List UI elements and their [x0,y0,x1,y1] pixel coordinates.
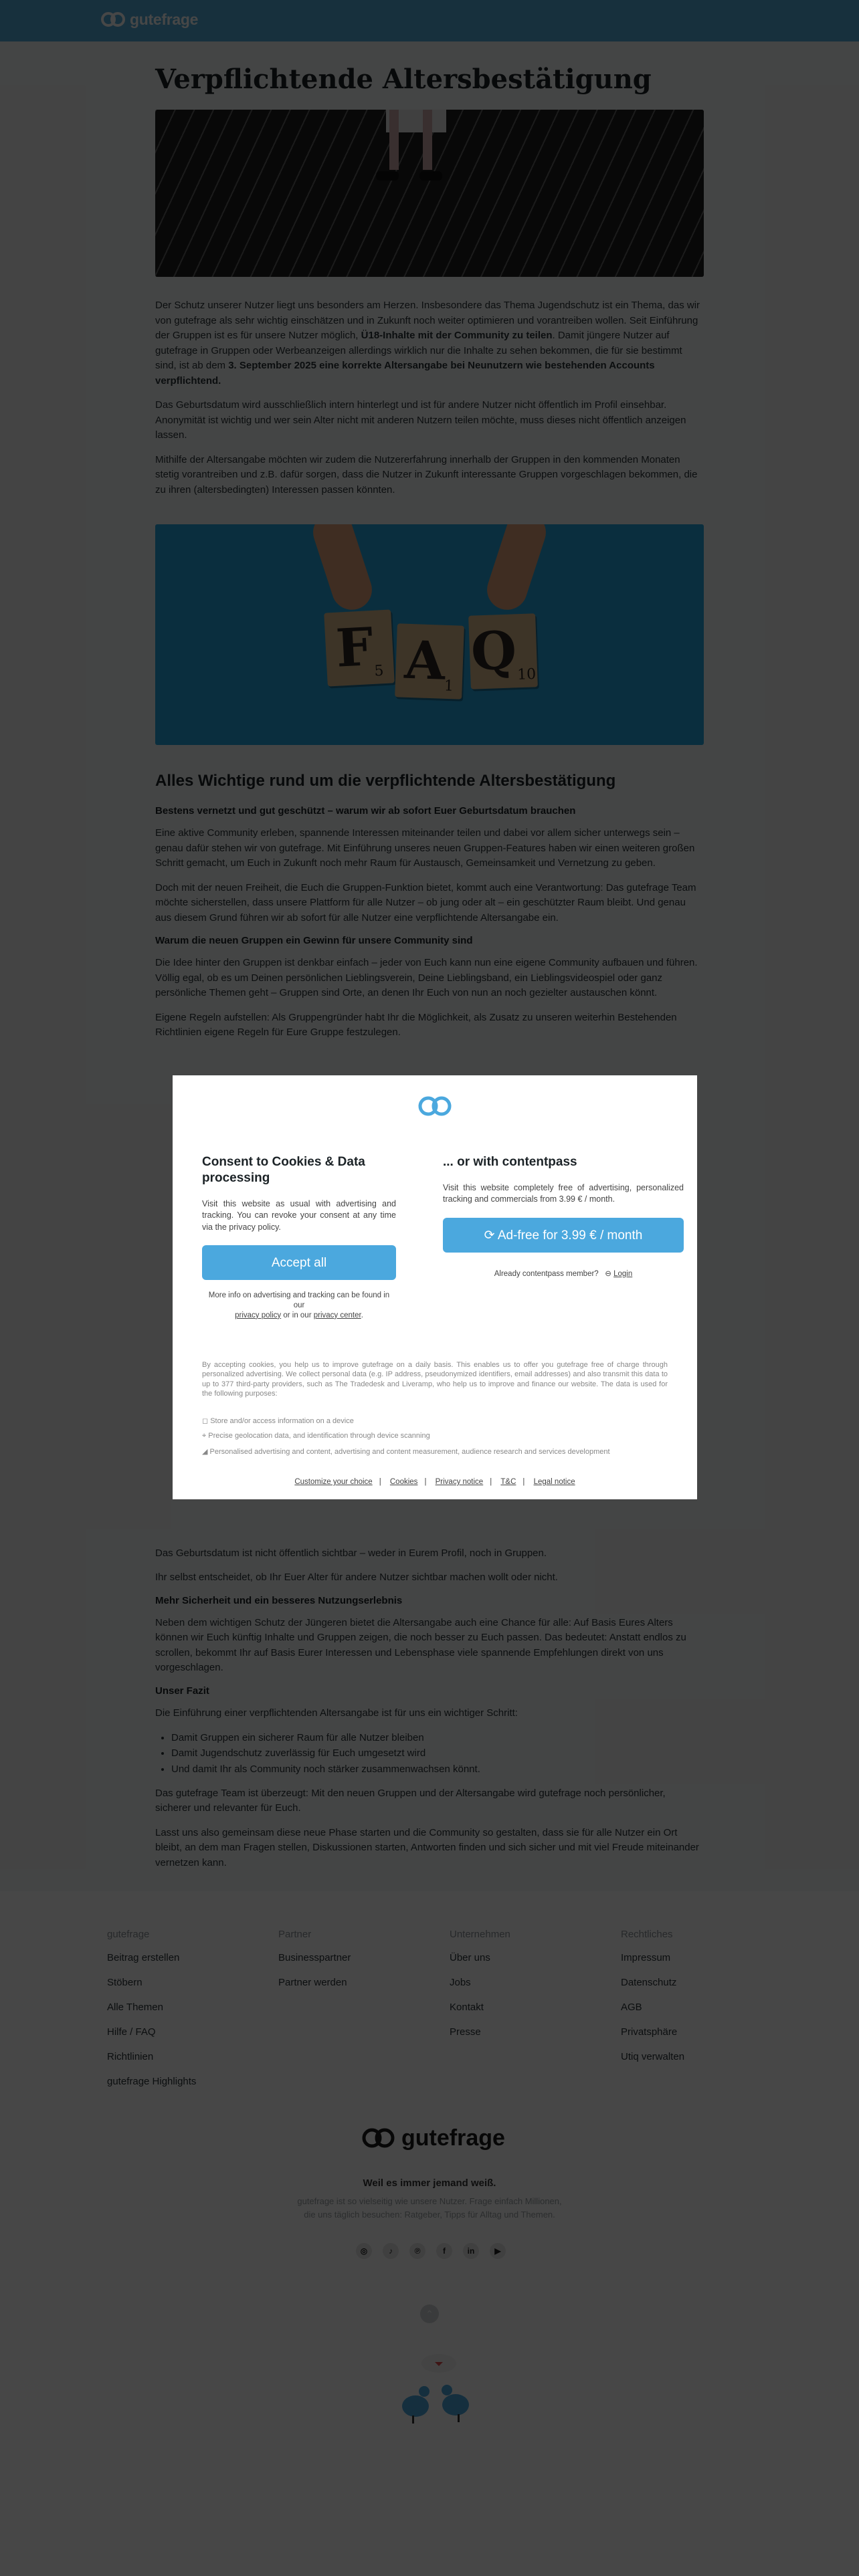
contentpass-icon: ⟳ [484,1228,498,1243]
legal-notice-link[interactable]: Legal notice [533,1478,575,1486]
more-info-text: More info on advertising and tracking can be found in our privacy policy or in our privacy center. [208,1291,390,1319]
contentpass-text: Visit this website completely free of advertising, personalized tracking and commercials from 3.99 € / month. [443,1182,684,1204]
consent-purposes [202,1416,668,1463]
contentpass-panel [443,1154,684,1278]
advertising-icon: ◢ [202,1448,210,1456]
consent-text: Visit this website as usual with advertising and tracking. You can revoke your consent at any time via the privacy policy. [202,1198,396,1232]
purpose-item: ◢ Personalised advertising and content, advertising and content measurement, audience research and services development [202,1448,610,1456]
device-storage-icon: ◻ [202,1417,211,1425]
purpose-item: ◻ Store and/or access information on a device [202,1417,354,1425]
purpose-item: ⌖ Precise geolocation data, and identification through device scanning [202,1432,430,1440]
contentpass-title: ... or with contentpass [443,1155,577,1169]
login-link[interactable]: Login [613,1269,633,1278]
consent-title: Consent to Cookies & Data processing [202,1155,365,1185]
consent-footer-links: Customize your choice | Cookies | Privacy notice | T&C | Legal notice [294,1478,575,1486]
privacy-notice-link[interactable]: Privacy notice [435,1478,484,1486]
gutefrage-logo-icon [417,1094,453,1121]
privacy-center-link[interactable]: privacy center [313,1311,361,1319]
cookies-link[interactable]: Cookies [389,1478,418,1486]
location-pin-icon: ⌖ [202,1432,209,1440]
consent-dialog [173,1075,697,1499]
consent-body-text: By accepting cookies, you help us to improve gutefrage on a daily basis. This enables us to offer you gutefrage free of charge through personalized advertising. We collect personal data (e.g. IP address, pseudonymized identifiers, email addresses) and also transmit this data to up to 377 third-party providers, such as The Tradedesk and Liveramp, who help us to improve and finance our website. The data is used for the following purposes: [202,1361,668,1398]
ad-free-button[interactable]: ⟳ Ad-free for 3.99 € / month [443,1218,684,1253]
consent-accept-panel [202,1154,396,1321]
terms-link[interactable]: T&C [500,1478,516,1486]
accept-all-button[interactable]: Accept all [202,1245,396,1280]
privacy-policy-link[interactable]: privacy policy [235,1311,282,1319]
customize-choice-link[interactable]: Customize your choice [294,1478,373,1486]
login-icon: ⊖ [605,1269,611,1278]
already-member-line: Already contentpass member? ⊖ Login [494,1269,633,1278]
